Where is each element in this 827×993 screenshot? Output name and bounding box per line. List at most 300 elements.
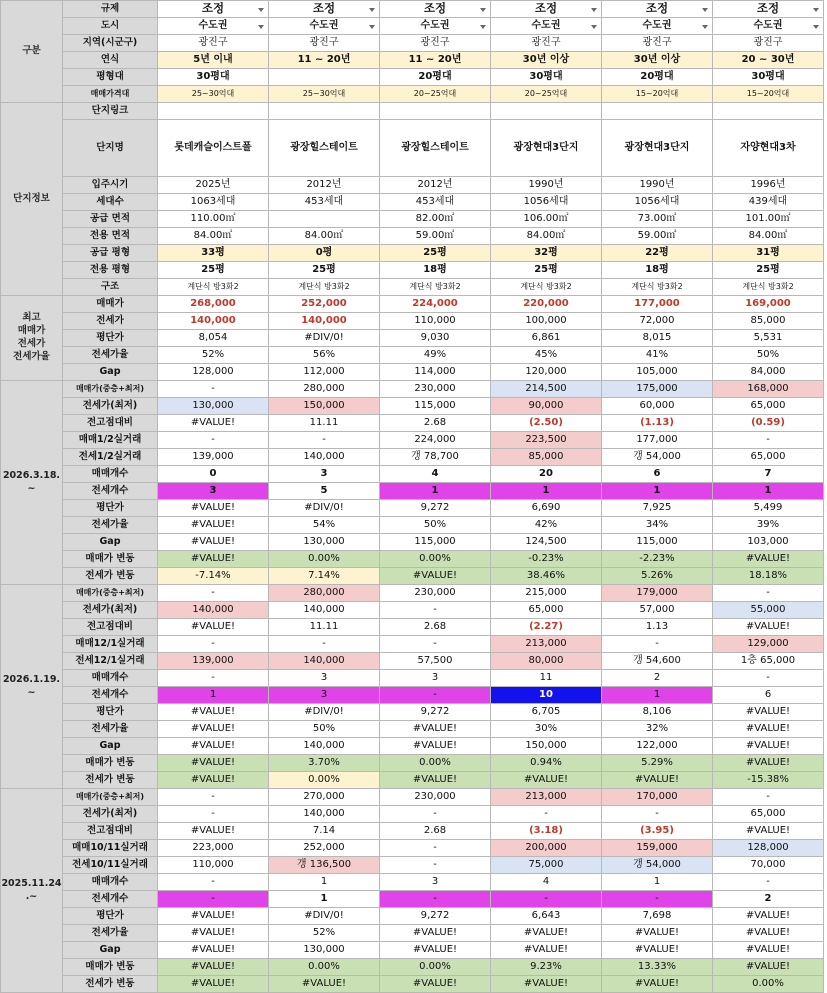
cell-col-1[interactable]: 139,000 bbox=[158, 653, 269, 670]
cell-col-5[interactable]: 105,000 bbox=[602, 364, 713, 381]
cell-col-1[interactable]: - bbox=[158, 789, 269, 806]
cell-col-3[interactable]: #VALUE! bbox=[380, 772, 491, 789]
cell-col-6[interactable]: 129,000 bbox=[713, 636, 824, 653]
row-label[interactable]: 평형대 bbox=[63, 69, 158, 86]
cell-col-5[interactable]: #VALUE! bbox=[602, 772, 713, 789]
cell-col-2[interactable]: 1 bbox=[269, 874, 380, 891]
cell-col-3[interactable]: 조정 bbox=[380, 1, 491, 18]
cell-col-4[interactable]: 조정 bbox=[491, 1, 602, 18]
cell-col-4[interactable]: 수도권 bbox=[491, 18, 602, 35]
row-label[interactable]: 전세개수 bbox=[63, 483, 158, 500]
cell-col-5[interactable]: 계단식 방3화2 bbox=[602, 279, 713, 296]
row-label[interactable]: 입주시기 bbox=[63, 177, 158, 194]
cell-col-3[interactable]: - bbox=[380, 687, 491, 704]
cell-col-2[interactable]: 252,000 bbox=[269, 296, 380, 313]
cell-col-1[interactable]: #VALUE! bbox=[158, 534, 269, 551]
cell-col-2[interactable] bbox=[269, 69, 380, 86]
row-label[interactable]: 매매가(중층+최저) bbox=[63, 789, 158, 806]
cell-col-1[interactable]: #VALUE! bbox=[158, 619, 269, 636]
cell-col-1[interactable]: #VALUE! bbox=[158, 704, 269, 721]
row-label[interactable]: 단지명 bbox=[63, 120, 158, 177]
cell-col-5[interactable]: #VALUE! bbox=[602, 942, 713, 959]
cell-col-5[interactable]: 159,000 bbox=[602, 840, 713, 857]
cell-col-4[interactable]: 0.94% bbox=[491, 755, 602, 772]
cell-col-1[interactable]: #VALUE! bbox=[158, 925, 269, 942]
cell-col-6[interactable]: (0.59) bbox=[713, 415, 824, 432]
cell-col-3[interactable]: - bbox=[380, 806, 491, 823]
cell-col-6[interactable]: 20 ~ 30년 bbox=[713, 52, 824, 69]
cell-col-3[interactable]: 115,000 bbox=[380, 534, 491, 551]
cell-col-2[interactable]: #DIV/0! bbox=[269, 704, 380, 721]
row-label[interactable]: 전세12/1실거래 bbox=[63, 653, 158, 670]
cell-col-4[interactable]: 6,643 bbox=[491, 908, 602, 925]
cell-col-4[interactable]: 215,000 bbox=[491, 585, 602, 602]
cell-col-1[interactable]: 롯데캐슬이스트폴 bbox=[158, 120, 269, 177]
cell-col-3[interactable]: 453세대 bbox=[380, 194, 491, 211]
cell-col-6[interactable]: 84,000 bbox=[713, 364, 824, 381]
cell-col-6[interactable]: 65,000 bbox=[713, 398, 824, 415]
row-label[interactable]: 매매12/1실거래 bbox=[63, 636, 158, 653]
cell-col-2[interactable]: 7.14% bbox=[269, 568, 380, 585]
cell-col-1[interactable]: 1063세대 bbox=[158, 194, 269, 211]
cell-col-1[interactable]: 계단식 방3화2 bbox=[158, 279, 269, 296]
row-label[interactable]: 평단가 bbox=[63, 704, 158, 721]
cell-col-4[interactable]: 65,000 bbox=[491, 602, 602, 619]
cell-col-2[interactable]: 3 bbox=[269, 466, 380, 483]
cell-col-1[interactable]: #VALUE! bbox=[158, 500, 269, 517]
cell-col-2[interactable]: 140,000 bbox=[269, 806, 380, 823]
cell-col-6[interactable]: 65,000 bbox=[713, 449, 824, 466]
cell-col-3[interactable]: 50% bbox=[380, 517, 491, 534]
cell-col-4[interactable]: #VALUE! bbox=[491, 925, 602, 942]
cell-col-4[interactable]: (3.18) bbox=[491, 823, 602, 840]
cell-col-6[interactable]: 7 bbox=[713, 466, 824, 483]
cell-col-3[interactable]: #VALUE! bbox=[380, 976, 491, 993]
cell-col-2[interactable]: 0.00% bbox=[269, 959, 380, 976]
cell-col-6[interactable]: - bbox=[713, 874, 824, 891]
cell-col-2[interactable]: 3 bbox=[269, 687, 380, 704]
row-label[interactable]: 전세1/2실거래 bbox=[63, 449, 158, 466]
cell-col-3[interactable]: 9,272 bbox=[380, 704, 491, 721]
cell-col-6[interactable]: 85,000 bbox=[713, 313, 824, 330]
cell-col-1[interactable]: - bbox=[158, 381, 269, 398]
cell-col-6[interactable]: -15.38% bbox=[713, 772, 824, 789]
cell-col-4[interactable]: 106.00㎡ bbox=[491, 211, 602, 228]
cell-col-3[interactable]: 2.68 bbox=[380, 619, 491, 636]
cell-col-5[interactable]: (3.95) bbox=[602, 823, 713, 840]
cell-col-5[interactable]: 조정 bbox=[602, 1, 713, 18]
row-label[interactable]: 전고점대비 bbox=[63, 823, 158, 840]
cell-col-4[interactable]: 30평대 bbox=[491, 69, 602, 86]
cell-col-4[interactable]: 6,690 bbox=[491, 500, 602, 517]
cell-col-1[interactable]: 25평 bbox=[158, 262, 269, 279]
cell-col-1[interactable]: 30평대 bbox=[158, 69, 269, 86]
cell-col-5[interactable]: 갱 54,600 bbox=[602, 653, 713, 670]
cell-col-4[interactable]: 6,861 bbox=[491, 330, 602, 347]
cell-col-2[interactable]: #DIV/0! bbox=[269, 908, 380, 925]
row-label[interactable]: 전세가 변동 bbox=[63, 568, 158, 585]
cell-col-6[interactable]: 0.00% bbox=[713, 976, 824, 993]
cell-col-2[interactable]: 270,000 bbox=[269, 789, 380, 806]
cell-col-6[interactable]: - bbox=[713, 789, 824, 806]
row-label[interactable]: 매매개수 bbox=[63, 466, 158, 483]
cell-col-1[interactable]: 52% bbox=[158, 347, 269, 364]
cell-col-1[interactable]: - bbox=[158, 874, 269, 891]
cell-col-4[interactable]: 20 bbox=[491, 466, 602, 483]
cell-col-4[interactable]: 45% bbox=[491, 347, 602, 364]
row-label[interactable]: 전세10/11실거래 bbox=[63, 857, 158, 874]
cell-col-5[interactable]: #VALUE! bbox=[602, 925, 713, 942]
cell-col-6[interactable]: #VALUE! bbox=[713, 721, 824, 738]
row-label[interactable]: 매매가 변동 bbox=[63, 755, 158, 772]
cell-col-6[interactable]: 128,000 bbox=[713, 840, 824, 857]
cell-col-5[interactable]: - bbox=[602, 636, 713, 653]
cell-col-3[interactable]: 18평 bbox=[380, 262, 491, 279]
cell-col-6[interactable]: 광진구 bbox=[713, 35, 824, 52]
cell-col-3[interactable]: 4 bbox=[380, 466, 491, 483]
row-label[interactable]: 전세개수 bbox=[63, 891, 158, 908]
row-label[interactable]: 규제 bbox=[63, 1, 158, 18]
cell-col-2[interactable]: 1 bbox=[269, 891, 380, 908]
cell-col-6[interactable]: 자양현대3차 bbox=[713, 120, 824, 177]
cell-col-3[interactable]: 광장힐스테이트 bbox=[380, 120, 491, 177]
cell-col-3[interactable]: 9,272 bbox=[380, 908, 491, 925]
cell-col-4[interactable]: 213,000 bbox=[491, 789, 602, 806]
cell-col-2[interactable]: 계단식 방3화2 bbox=[269, 279, 380, 296]
cell-col-1[interactable]: #VALUE! bbox=[158, 959, 269, 976]
row-label[interactable]: 매매가(중층+최저) bbox=[63, 585, 158, 602]
cell-col-5[interactable]: 1 bbox=[602, 687, 713, 704]
cell-col-2[interactable]: - bbox=[269, 636, 380, 653]
cell-col-2[interactable]: 7.14 bbox=[269, 823, 380, 840]
cell-col-2[interactable]: 0평 bbox=[269, 245, 380, 262]
cell-col-4[interactable]: 200,000 bbox=[491, 840, 602, 857]
cell-col-3[interactable]: 110,000 bbox=[380, 313, 491, 330]
cell-col-5[interactable]: 73.00㎡ bbox=[602, 211, 713, 228]
cell-col-1[interactable]: 140,000 bbox=[158, 313, 269, 330]
cell-col-1[interactable] bbox=[158, 103, 269, 120]
cell-col-6[interactable]: 31평 bbox=[713, 245, 824, 262]
cell-col-3[interactable]: 57,500 bbox=[380, 653, 491, 670]
cell-col-6[interactable]: 25평 bbox=[713, 262, 824, 279]
cell-col-5[interactable]: 1056세대 bbox=[602, 194, 713, 211]
cell-col-3[interactable] bbox=[380, 103, 491, 120]
cell-col-1[interactable]: 130,000 bbox=[158, 398, 269, 415]
cell-col-5[interactable]: 170,000 bbox=[602, 789, 713, 806]
cell-col-5[interactable]: 60,000 bbox=[602, 398, 713, 415]
cell-col-3[interactable]: #VALUE! bbox=[380, 738, 491, 755]
cell-col-5[interactable]: - bbox=[602, 891, 713, 908]
cell-col-2[interactable]: 25평 bbox=[269, 262, 380, 279]
row-label[interactable]: 전고점대비 bbox=[63, 415, 158, 432]
cell-col-4[interactable]: 213,000 bbox=[491, 636, 602, 653]
cell-col-5[interactable] bbox=[602, 103, 713, 120]
cell-col-4[interactable]: 6,705 bbox=[491, 704, 602, 721]
cell-col-1[interactable]: #VALUE! bbox=[158, 738, 269, 755]
cell-col-3[interactable]: 갱 78,700 bbox=[380, 449, 491, 466]
group-date-2026-03-18[interactable]: 2026.3.18. ~ bbox=[1, 381, 63, 585]
cell-col-1[interactable]: #VALUE! bbox=[158, 755, 269, 772]
cell-col-3[interactable]: 1 bbox=[380, 483, 491, 500]
cell-col-3[interactable]: 114,000 bbox=[380, 364, 491, 381]
row-label[interactable]: 공급 평형 bbox=[63, 245, 158, 262]
cell-col-2[interactable]: 150,000 bbox=[269, 398, 380, 415]
cell-col-4[interactable]: #VALUE! bbox=[491, 976, 602, 993]
cell-col-5[interactable]: 8,106 bbox=[602, 704, 713, 721]
row-label[interactable]: 매매10/11실거래 bbox=[63, 840, 158, 857]
cell-col-2[interactable]: 5 bbox=[269, 483, 380, 500]
cell-col-2[interactable]: 130,000 bbox=[269, 942, 380, 959]
cell-col-3[interactable]: 11 ~ 20년 bbox=[380, 52, 491, 69]
cell-col-2[interactable]: 140,000 bbox=[269, 313, 380, 330]
cell-col-5[interactable]: 6 bbox=[602, 466, 713, 483]
cell-col-6[interactable]: 103,000 bbox=[713, 534, 824, 551]
cell-col-6[interactable]: #VALUE! bbox=[713, 925, 824, 942]
cell-col-2[interactable]: 140,000 bbox=[269, 738, 380, 755]
cell-col-6[interactable]: 6 bbox=[713, 687, 824, 704]
cell-col-5[interactable]: 1 bbox=[602, 483, 713, 500]
cell-col-5[interactable]: 7,698 bbox=[602, 908, 713, 925]
cell-col-3[interactable]: 20평대 bbox=[380, 69, 491, 86]
cell-col-2[interactable]: 25~30억대 bbox=[269, 86, 380, 103]
cell-col-4[interactable]: 32평 bbox=[491, 245, 602, 262]
cell-col-4[interactable]: - bbox=[491, 891, 602, 908]
row-label[interactable]: 평단가 bbox=[63, 908, 158, 925]
cell-col-2[interactable]: 11.11 bbox=[269, 415, 380, 432]
cell-col-1[interactable]: 광진구 bbox=[158, 35, 269, 52]
row-label[interactable]: 매매가(중층+최저) bbox=[63, 381, 158, 398]
cell-col-1[interactable]: #VALUE! bbox=[158, 908, 269, 925]
cell-col-3[interactable]: 9,030 bbox=[380, 330, 491, 347]
cell-col-5[interactable]: 1.13 bbox=[602, 619, 713, 636]
cell-col-3[interactable]: 계단식 방3화2 bbox=[380, 279, 491, 296]
cell-col-3[interactable]: 49% bbox=[380, 347, 491, 364]
cell-col-3[interactable]: 수도권 bbox=[380, 18, 491, 35]
cell-col-5[interactable]: 8,015 bbox=[602, 330, 713, 347]
cell-col-3[interactable]: #VALUE! bbox=[380, 568, 491, 585]
cell-col-1[interactable]: 110.00㎡ bbox=[158, 211, 269, 228]
cell-col-4[interactable]: 11 bbox=[491, 670, 602, 687]
row-label[interactable]: 연식 bbox=[63, 52, 158, 69]
cell-col-3[interactable]: 2.68 bbox=[380, 415, 491, 432]
cell-col-2[interactable]: 50% bbox=[269, 721, 380, 738]
cell-col-1[interactable]: 3 bbox=[158, 483, 269, 500]
row-label[interactable]: 전세가 변동 bbox=[63, 976, 158, 993]
cell-col-5[interactable]: 1 bbox=[602, 874, 713, 891]
cell-col-1[interactable]: 2025년 bbox=[158, 177, 269, 194]
cell-col-2[interactable] bbox=[269, 211, 380, 228]
cell-col-5[interactable]: - bbox=[602, 806, 713, 823]
cell-col-5[interactable]: 177,000 bbox=[602, 296, 713, 313]
cell-col-2[interactable]: #DIV/0! bbox=[269, 500, 380, 517]
cell-col-2[interactable]: 140,000 bbox=[269, 602, 380, 619]
cell-col-3[interactable]: - bbox=[380, 636, 491, 653]
cell-col-2[interactable]: 2012년 bbox=[269, 177, 380, 194]
cell-col-1[interactable]: 8,054 bbox=[158, 330, 269, 347]
cell-col-1[interactable]: #VALUE! bbox=[158, 517, 269, 534]
cell-col-5[interactable]: 갱 54,000 bbox=[602, 449, 713, 466]
cell-col-5[interactable]: 122,000 bbox=[602, 738, 713, 755]
cell-col-4[interactable]: 계단식 방3화2 bbox=[491, 279, 602, 296]
cell-col-1[interactable]: #VALUE! bbox=[158, 823, 269, 840]
row-label[interactable]: 전세가율 bbox=[63, 721, 158, 738]
cell-col-2[interactable]: 130,000 bbox=[269, 534, 380, 551]
cell-col-2[interactable]: 0.00% bbox=[269, 772, 380, 789]
cell-col-2[interactable] bbox=[269, 103, 380, 120]
cell-col-4[interactable] bbox=[491, 103, 602, 120]
cell-col-5[interactable]: (1.13) bbox=[602, 415, 713, 432]
row-label[interactable]: 전세가율 bbox=[63, 517, 158, 534]
cell-col-6[interactable]: 수도권 bbox=[713, 18, 824, 35]
cell-col-6[interactable]: 65,000 bbox=[713, 806, 824, 823]
cell-col-1[interactable]: - bbox=[158, 585, 269, 602]
cell-col-2[interactable]: 갱 136,500 bbox=[269, 857, 380, 874]
cell-col-3[interactable]: 59.00㎡ bbox=[380, 228, 491, 245]
cell-col-6[interactable]: 101.00㎡ bbox=[713, 211, 824, 228]
group-gubun[interactable]: 구분 bbox=[1, 1, 63, 103]
cell-col-5[interactable]: 59.00㎡ bbox=[602, 228, 713, 245]
cell-col-6[interactable]: #VALUE! bbox=[713, 619, 824, 636]
row-label[interactable]: Gap bbox=[63, 942, 158, 959]
cell-col-6[interactable]: 5,531 bbox=[713, 330, 824, 347]
cell-col-1[interactable]: 140,000 bbox=[158, 602, 269, 619]
cell-col-4[interactable]: 150,000 bbox=[491, 738, 602, 755]
cell-col-3[interactable]: 230,000 bbox=[380, 585, 491, 602]
row-label[interactable]: 평단가 bbox=[63, 500, 158, 517]
row-label[interactable]: 전세가(최저) bbox=[63, 806, 158, 823]
cell-col-4[interactable]: -0.23% bbox=[491, 551, 602, 568]
cell-col-5[interactable]: 13.33% bbox=[602, 959, 713, 976]
cell-col-4[interactable]: 30% bbox=[491, 721, 602, 738]
cell-col-5[interactable]: 18평 bbox=[602, 262, 713, 279]
cell-col-2[interactable]: #DIV/0! bbox=[269, 330, 380, 347]
cell-col-6[interactable]: 50% bbox=[713, 347, 824, 364]
cell-col-4[interactable]: 223,500 bbox=[491, 432, 602, 449]
cell-col-1[interactable]: #VALUE! bbox=[158, 942, 269, 959]
cell-col-6[interactable]: #VALUE! bbox=[713, 738, 824, 755]
cell-col-4[interactable]: 10 bbox=[491, 687, 602, 704]
cell-col-5[interactable]: 5.29% bbox=[602, 755, 713, 772]
cell-col-4[interactable]: 38.46% bbox=[491, 568, 602, 585]
row-label[interactable]: 도시 bbox=[63, 18, 158, 35]
group-date-2025-11-24[interactable]: 2025.11.24 .~ bbox=[1, 789, 63, 993]
cell-col-4[interactable]: 1990년 bbox=[491, 177, 602, 194]
cell-col-5[interactable]: 5.26% bbox=[602, 568, 713, 585]
row-label[interactable]: 전세가(최저) bbox=[63, 398, 158, 415]
group-date-2026-01-19[interactable]: 2026.1.19. ~ bbox=[1, 585, 63, 789]
cell-col-1[interactable]: 84.00㎡ bbox=[158, 228, 269, 245]
cell-col-5[interactable]: #VALUE! bbox=[602, 976, 713, 993]
cell-col-3[interactable]: 25평 bbox=[380, 245, 491, 262]
row-label[interactable]: 매매1/2실거래 bbox=[63, 432, 158, 449]
cell-col-3[interactable]: 82.00㎡ bbox=[380, 211, 491, 228]
cell-col-4[interactable]: 214,500 bbox=[491, 381, 602, 398]
cell-col-2[interactable]: 252,000 bbox=[269, 840, 380, 857]
cell-col-2[interactable]: 11 ~ 20년 bbox=[269, 52, 380, 69]
cell-col-2[interactable]: 0.00% bbox=[269, 551, 380, 568]
cell-col-2[interactable]: #VALUE! bbox=[269, 976, 380, 993]
row-label[interactable]: 지역(시군구) bbox=[63, 35, 158, 52]
cell-col-2[interactable]: 3 bbox=[269, 670, 380, 687]
row-label[interactable]: 단지링크 bbox=[63, 103, 158, 120]
row-label[interactable]: 구조 bbox=[63, 279, 158, 296]
cell-col-1[interactable]: #VALUE! bbox=[158, 551, 269, 568]
row-label[interactable]: Gap bbox=[63, 534, 158, 551]
cell-col-6[interactable]: #VALUE! bbox=[713, 823, 824, 840]
cell-col-1[interactable]: - bbox=[158, 432, 269, 449]
cell-col-1[interactable]: - bbox=[158, 670, 269, 687]
cell-col-1[interactable]: 조정 bbox=[158, 1, 269, 18]
cell-col-6[interactable]: 1층 65,000 bbox=[713, 653, 824, 670]
cell-col-5[interactable]: 115,000 bbox=[602, 534, 713, 551]
cell-col-6[interactable]: 2 bbox=[713, 891, 824, 908]
group-max-prices[interactable]: 최고 매매가 전세가 전세가율 bbox=[1, 296, 63, 381]
cell-col-4[interactable]: 42% bbox=[491, 517, 602, 534]
cell-col-5[interactable]: 광장현대3단지 bbox=[602, 120, 713, 177]
cell-col-5[interactable]: -2.23% bbox=[602, 551, 713, 568]
cell-col-2[interactable]: 11.11 bbox=[269, 619, 380, 636]
cell-col-4[interactable]: 120,000 bbox=[491, 364, 602, 381]
cell-col-3[interactable]: 115,000 bbox=[380, 398, 491, 415]
row-label[interactable]: Gap bbox=[63, 738, 158, 755]
cell-col-2[interactable]: - bbox=[269, 432, 380, 449]
cell-col-6[interactable]: #VALUE! bbox=[713, 551, 824, 568]
cell-col-5[interactable]: 30년 이상 bbox=[602, 52, 713, 69]
cell-col-4[interactable]: 220,000 bbox=[491, 296, 602, 313]
cell-col-1[interactable]: 223,000 bbox=[158, 840, 269, 857]
cell-col-6[interactable]: 169,000 bbox=[713, 296, 824, 313]
cell-col-3[interactable]: 0.00% bbox=[380, 755, 491, 772]
cell-col-4[interactable]: 84.00㎡ bbox=[491, 228, 602, 245]
cell-col-5[interactable]: 광진구 bbox=[602, 35, 713, 52]
row-label[interactable]: 전세개수 bbox=[63, 687, 158, 704]
cell-col-2[interactable]: 84.00㎡ bbox=[269, 228, 380, 245]
cell-col-3[interactable]: #VALUE! bbox=[380, 925, 491, 942]
cell-col-4[interactable]: 20~25억대 bbox=[491, 86, 602, 103]
cell-col-6[interactable]: - bbox=[713, 585, 824, 602]
cell-col-3[interactable]: - bbox=[380, 891, 491, 908]
cell-col-1[interactable]: 1 bbox=[158, 687, 269, 704]
cell-col-6[interactable]: 5,499 bbox=[713, 500, 824, 517]
row-label[interactable]: 매매개수 bbox=[63, 874, 158, 891]
cell-col-3[interactable]: #VALUE! bbox=[380, 721, 491, 738]
cell-col-4[interactable]: 30년 이상 bbox=[491, 52, 602, 69]
cell-col-1[interactable]: 128,000 bbox=[158, 364, 269, 381]
row-label[interactable]: 전용 평형 bbox=[63, 262, 158, 279]
cell-col-4[interactable]: 1 bbox=[491, 483, 602, 500]
cell-col-3[interactable]: 0.00% bbox=[380, 959, 491, 976]
cell-col-1[interactable]: #VALUE! bbox=[158, 976, 269, 993]
cell-col-1[interactable]: 수도권 bbox=[158, 18, 269, 35]
cell-col-6[interactable]: 1 bbox=[713, 483, 824, 500]
cell-col-5[interactable]: 2 bbox=[602, 670, 713, 687]
cell-col-1[interactable]: 25~30억대 bbox=[158, 86, 269, 103]
cell-col-4[interactable]: 9.23% bbox=[491, 959, 602, 976]
cell-col-6[interactable]: 30평대 bbox=[713, 69, 824, 86]
cell-col-1[interactable]: 139,000 bbox=[158, 449, 269, 466]
cell-col-5[interactable]: 41% bbox=[602, 347, 713, 364]
cell-col-4[interactable]: 광장현대3단지 bbox=[491, 120, 602, 177]
cell-col-3[interactable]: - bbox=[380, 602, 491, 619]
row-label[interactable]: 전세가율 bbox=[63, 347, 158, 364]
cell-col-2[interactable]: 광진구 bbox=[269, 35, 380, 52]
cell-col-2[interactable]: 140,000 bbox=[269, 449, 380, 466]
row-label[interactable]: 전세가 bbox=[63, 313, 158, 330]
group-danji-info[interactable]: 단지정보 bbox=[1, 103, 63, 296]
cell-col-2[interactable]: 3.70% bbox=[269, 755, 380, 772]
cell-col-4[interactable]: 4 bbox=[491, 874, 602, 891]
cell-col-5[interactable]: 7,925 bbox=[602, 500, 713, 517]
